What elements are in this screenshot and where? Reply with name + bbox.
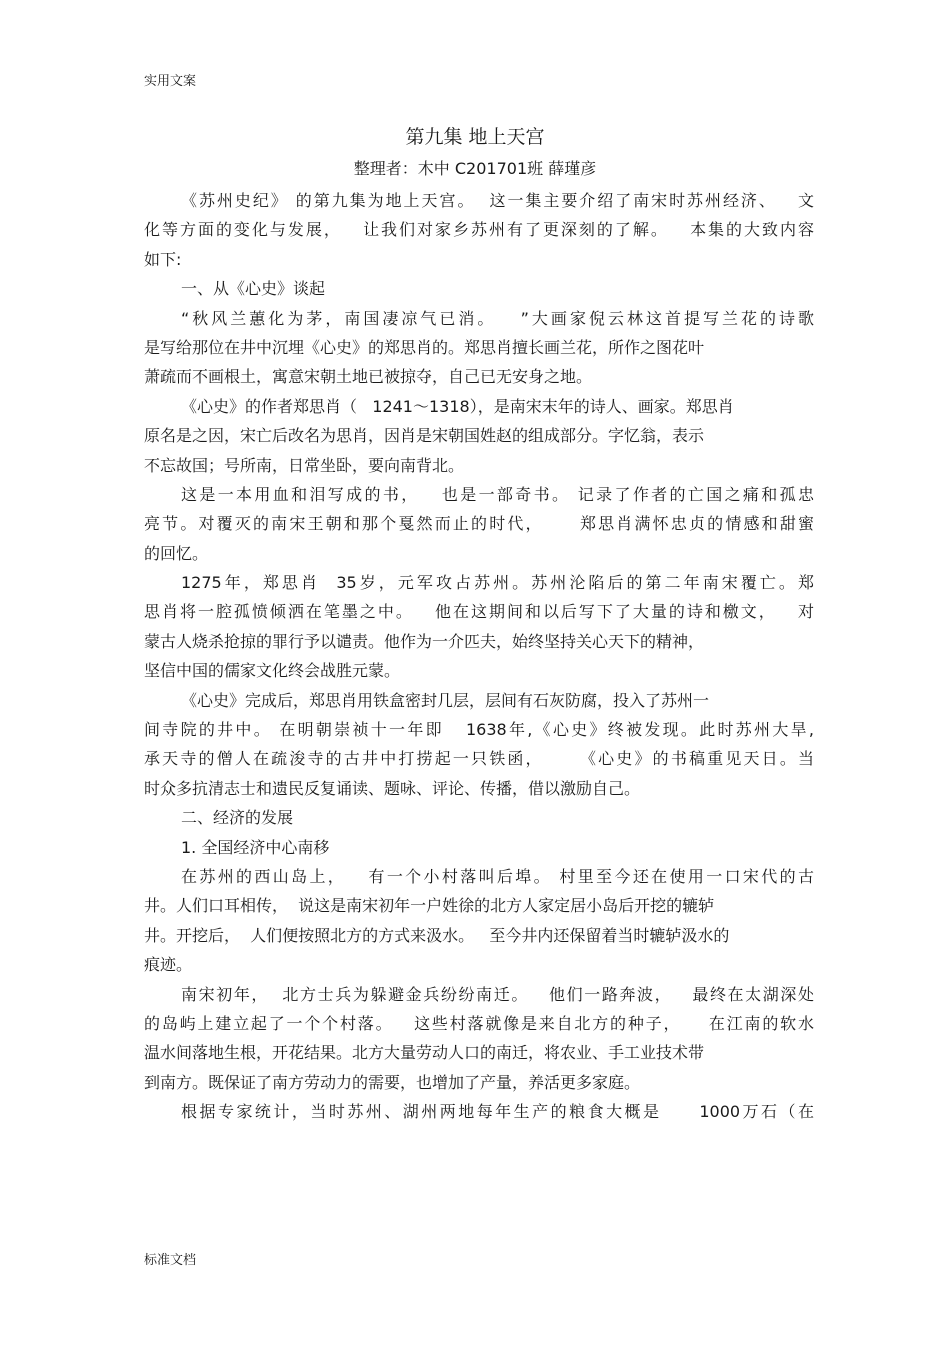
text-line: 1. 全国经济中心南移 (181, 837, 330, 857)
text-line: 不忘故国；号所南，日常坐卧，要向南背北。 (144, 455, 465, 475)
text-line: 井。人们口耳相传， 说这是南宋初年一户姓徐的北方人家定居小岛后开挖的辘轳 (144, 896, 715, 916)
text-line: “秋风兰蕙化为茅，南国凄凉气已消。 ”大画家倪云林这首提写兰花的诗歌 (181, 308, 814, 328)
text-line: 坚信中国的儒家文化终会战胜元蒙。 (144, 661, 401, 681)
text-line: 蒙古人烧杀抢掠的罪行予以谴责。他作为一介匹夫，始终坚持关心天下的精神， (144, 631, 705, 651)
page-footer-note: 标准文档 (144, 1253, 197, 1268)
text-line: 萧疏而不画根土，寓意宋朝土地已被掠夺，自己已无安身之地。 (144, 367, 593, 387)
text-line: 如下: (144, 249, 182, 269)
text-line: 在苏州的西山岛上， 有一个小村落叫后埠。 村里至今还在使用一口宋代的古 (181, 866, 814, 886)
page-subtitle: 整理者：木中 C201701班 薛瑾彦 (353, 159, 597, 178)
text-line: 原名是之因，宋亡后改名为思肖，因肖是宋朝国姓赵的组成部分。字忆翁，表示 (144, 426, 705, 446)
text-line: 时众多抗清志士和遗民反复诵读、题咏、评论、传播，借以激励自己。 (144, 778, 641, 798)
text-line: 南宋初年， 北方士兵为躲避金兵纷纷南迁。 他们一路奔波， 最终在太湖深处 (181, 984, 814, 1004)
page-header-note: 实用文案 (144, 74, 197, 89)
body-text (144, 186, 814, 1127)
text-line: 思肖将一腔孤愤倾洒在笔墨之中。 他在这期间和以后写下了大量的诗和檄文， 对 (144, 602, 814, 622)
text-line: 《苏州史纪》 的第九集为地上天宫。 这一集主要介绍了南宋时苏州经济、 文 (181, 191, 814, 210)
text-line: 一、从《心史》谈起 (181, 279, 326, 299)
text-line: 的岛屿上建立起了一个个村落。 这些村落就像是来自北方的种子， 在江南的软水 (144, 1013, 814, 1033)
text-line: 承天寺的僧人在疏浚寺的古井中打捞起一只铁函， 《心史》的书稿重见天日。当 (144, 749, 814, 769)
text-line: 间寺院的井中。 在明朝崇祯十一年即 1638年,《心史》终被发现。此时苏州大旱, (144, 720, 814, 740)
text-line: 井。开挖后， 人们便按照北方的方式来汲水。 至今井内还保留着当时辘轳汲水的 (144, 925, 730, 945)
text-line: 根据专家统计，当时苏州、湖州两地每年生产的粮食大概是 1000万石（在 (181, 1102, 814, 1122)
text-line: 1275年，郑思肖 35岁，元军攻占苏州。苏州沦陷后的第二年南宋覆亡。郑 (181, 573, 814, 593)
text-line: 温水间落地生根，开花结果。北方大量劳动人口的南迁，将农业、手工业技术带 (144, 1043, 705, 1063)
text-line: 的回忆。 (144, 543, 209, 563)
text-line: 《心史》完成后，郑思肖用铁盒密封几层，层间有石灰防腐，投入了苏州一 (181, 690, 710, 710)
text-line: 二、经济的发展 (181, 808, 294, 828)
text-line: 化等方面的变化与发展， 让我们对家乡苏州有了更深刻的了解。 本集的大致内容 (144, 220, 814, 240)
text-line: 亮节。对覆灭的南宋王朝和那个戛然而止的时代， 郑思肖满怀忠贞的情感和甜蜜 (144, 514, 814, 534)
text-line: 是写给那位在井中沉埋《心史》的郑思肖的。郑思肖擅长画兰花，所作之图花叶 (144, 337, 705, 357)
text-line: 这是一本用血和泪写成的书， 也是一部奇书。 记录了作者的亡国之痛和孤忠 (181, 484, 814, 504)
text-line: 到南方。既保证了南方劳动力的需要，也增加了产量，养活更多家庭。 (144, 1072, 641, 1092)
text-line: 《心史》的作者郑思肖（ 1241～1318），是南宋末年的诗人、画家。郑思肖 (181, 396, 734, 416)
text-line: 痕迹。 (144, 955, 193, 975)
page-title: 第九集 地上天宫 (405, 126, 545, 148)
